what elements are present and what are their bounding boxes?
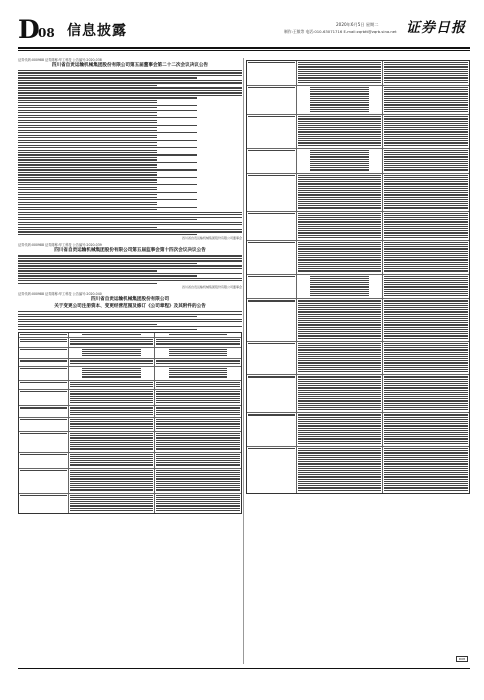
right-column: [246, 58, 470, 664]
table-row: [19, 405, 241, 417]
table-row: [19, 366, 241, 380]
header-rule: [18, 47, 470, 49]
articles-comparison-table-continued: [246, 60, 470, 494]
announcement-title: 四川省自贡运输机械集团股份有限公司第五届董事会第二十二次会议决议公告: [51, 63, 209, 68]
announcement-signature: 四川省自贡运输机械集团股份有限公司董事会: [181, 236, 242, 241]
announcement-body: [18, 311, 242, 330]
table-row: [247, 374, 469, 412]
table-row: [19, 347, 241, 359]
header-rule-thin: [18, 50, 470, 51]
left-column: [18, 58, 242, 664]
table-row: [247, 148, 469, 173]
announcement-signature: 四川省自贡运输机械集团股份有限公司董事会: [181, 285, 242, 290]
announcement-meta: 证券代码:000988 证券简称:华工科技 公告编号:2020-039: [18, 243, 102, 248]
newspaper-masthead: 证券日报: [406, 20, 466, 36]
table-row: [19, 380, 241, 390]
contact-line: 制作:王敏等 电话:010-63071716 E-mail:zqrbtt@zqrb.sina.net: [284, 29, 397, 34]
table-row: [19, 358, 241, 365]
table-row: [247, 173, 469, 211]
table-row: [19, 333, 241, 337]
articles-comparison-table: [18, 332, 242, 514]
announcement-subtitle: 关于变更公司注册资本、变更经营范围及修订《公司章程》及其附件的公告: [54, 304, 206, 310]
table-row: [19, 389, 241, 405]
announcement-title: 四川省自贡运输机械集团股份有限公司第五届监事会第十四次会议决议公告: [54, 248, 206, 254]
table-row: [19, 417, 241, 431]
table-row: [247, 341, 469, 375]
announcement-body: [18, 70, 242, 235]
page-tag: D08: [456, 656, 468, 662]
section-title: 信息披露: [67, 23, 127, 39]
page-letter: D: [18, 15, 40, 44]
page-header: [18, 17, 470, 45]
table-row: [247, 298, 469, 340]
table-row: [247, 114, 469, 148]
announcement-meta: 证券代码:000988 证券简称:华工科技 公告编号:2020-038: [18, 58, 102, 62]
table-row: [247, 446, 469, 493]
table-row: [19, 337, 241, 347]
column-divider: [243, 58, 244, 664]
footer-rule: [18, 668, 470, 669]
table-row: [19, 431, 241, 452]
table-row: [19, 452, 241, 468]
table-row: [19, 493, 241, 514]
table-row: [247, 211, 469, 240]
date-line: 2020年6月5日 星期二: [336, 22, 379, 27]
announcement-body: [18, 255, 242, 284]
table-row: [247, 274, 469, 299]
table-row: [247, 61, 469, 85]
table-row: [247, 412, 469, 446]
announcement-meta: 证券代码:000988 证券简称:华工科技 公告编号:2020-040: [18, 292, 102, 297]
table-row: [19, 468, 241, 493]
page-number: 08: [38, 26, 55, 40]
table-row: [247, 85, 469, 114]
announcement-title: 四川省自贡运输机械集团股份有限公司: [90, 297, 170, 303]
table-row: [247, 240, 469, 274]
